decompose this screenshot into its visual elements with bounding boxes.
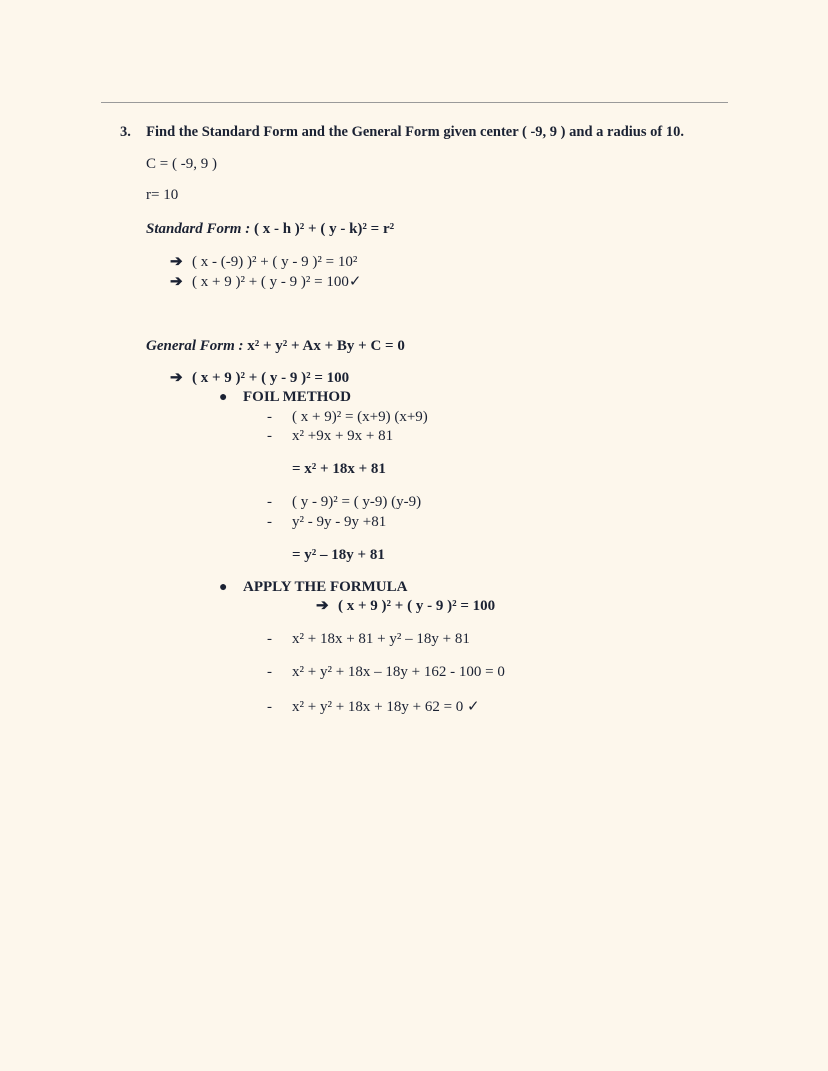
general-form-label: General Form : bbox=[146, 338, 244, 354]
standard-form-label: Standard Form : bbox=[146, 221, 251, 237]
standard-step-1-text: ( x - (-9) )² + ( y - 9 )² = 10² bbox=[192, 254, 358, 270]
foil-x-step-1 bbox=[267, 410, 428, 425]
bullet-icon: ● bbox=[219, 390, 228, 405]
arrow-icon: ➔ bbox=[170, 274, 183, 290]
apply-step-2 bbox=[267, 665, 505, 680]
standard-step-2-text: ( x + 9 )² + ( y - 9 )² = 100✓ bbox=[192, 274, 362, 290]
apply-step-2-text: x² + y² + 18x – 18y + 162 - 100 = 0 bbox=[292, 664, 505, 680]
apply-equation bbox=[316, 599, 495, 614]
foil-x-step-2 bbox=[267, 429, 393, 444]
given-radius: r= 10 bbox=[146, 187, 179, 203]
given-center: C = ( -9, 9 ) bbox=[146, 156, 217, 172]
arrow-icon: ➔ bbox=[170, 370, 183, 386]
general-start-text: ( x + 9 )² + ( y - 9 )² = 100 bbox=[192, 370, 350, 386]
standard-form-formula: ( x - h )² + ( y - k)² = r² bbox=[250, 221, 395, 237]
foil-heading-text: FOIL METHOD bbox=[243, 389, 351, 405]
dash-marker: - bbox=[267, 514, 272, 530]
general-start-equation bbox=[170, 371, 349, 386]
arrow-icon: ➔ bbox=[316, 598, 329, 614]
foil-x-step-2-text: x² +9x + 9x + 81 bbox=[292, 428, 394, 444]
dash-marker: - bbox=[267, 494, 272, 510]
bullet-icon: ● bbox=[219, 580, 228, 595]
apply-step-3-text: x² + y² + 18x + 18y + 62 = 0 ✓ bbox=[292, 699, 480, 715]
foil-x-result: = x² + 18x + 81 bbox=[292, 461, 386, 477]
dash-marker: - bbox=[267, 631, 272, 647]
general-form-heading bbox=[146, 339, 405, 354]
foil-y-step-1-text: ( y - 9)² = ( y-9) (y-9) bbox=[292, 494, 422, 510]
foil-heading bbox=[219, 390, 351, 405]
foil-y-step-2 bbox=[267, 515, 386, 530]
apply-heading bbox=[219, 580, 407, 595]
foil-y-step-1 bbox=[267, 495, 421, 510]
apply-heading-text: APPLY THE FORMULA bbox=[243, 579, 408, 595]
standard-form-heading bbox=[146, 222, 394, 237]
top-divider bbox=[101, 102, 728, 103]
apply-step-3 bbox=[267, 700, 480, 715]
dash-marker: - bbox=[267, 409, 272, 425]
general-form-formula: x² + y² + Ax + By + C = 0 bbox=[243, 338, 405, 354]
arrow-icon: ➔ bbox=[170, 254, 183, 270]
apply-step-1-text: x² + 18x + 81 + y² – 18y + 81 bbox=[292, 631, 470, 647]
foil-y-result: = y² – 18y + 81 bbox=[292, 547, 385, 563]
standard-step-1 bbox=[170, 255, 357, 270]
foil-x-step-1-text: ( x + 9)² = (x+9) (x+9) bbox=[292, 409, 428, 425]
foil-y-step-2-text: y² - 9y - 9y +81 bbox=[292, 514, 387, 530]
dash-marker: - bbox=[267, 428, 272, 444]
question-text: Find the Standard Form and the General Form given center ( -9, 9 ) and a radius of 10. bbox=[146, 124, 684, 140]
question-number: 3. bbox=[120, 124, 131, 140]
apply-step-1 bbox=[267, 632, 470, 647]
dash-marker: - bbox=[267, 664, 272, 680]
standard-step-2 bbox=[170, 275, 361, 290]
apply-equation-text: ( x + 9 )² + ( y - 9 )² = 100 bbox=[338, 598, 496, 614]
dash-marker: - bbox=[267, 699, 272, 715]
question-line bbox=[120, 125, 684, 140]
